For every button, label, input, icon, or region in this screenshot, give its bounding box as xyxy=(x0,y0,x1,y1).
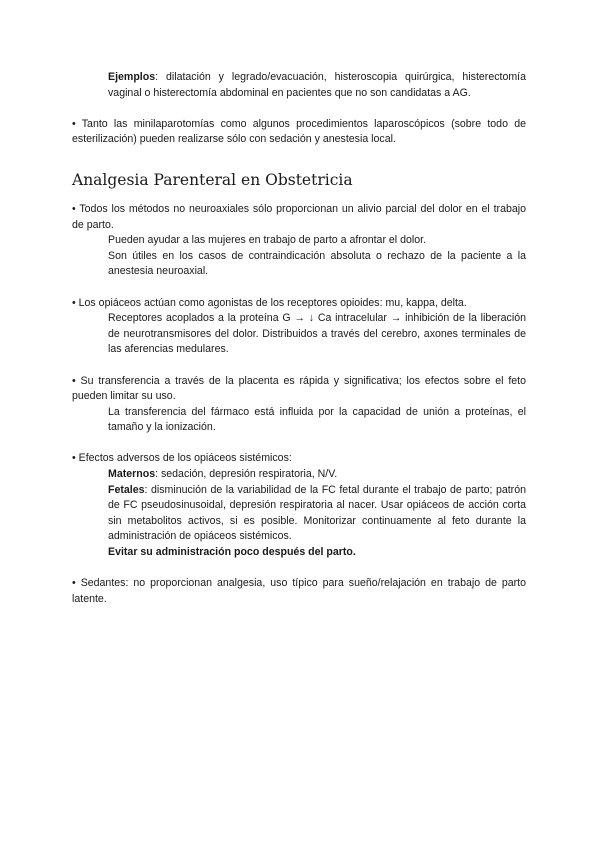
ejemplos-text: : dilatación y legrado/evacuación, histeroscopia quirúrgica, histerectomía vaginal o histerectomía abdominal en pacientes que no son candidatas a AG. xyxy=(108,71,526,99)
fetal-text: : disminución de la variabilidad de la FC fetal durante el trabajo de parto; patrón de FC pseudosinusoidal, depresión respiratoria al nacer. Usar opiáceos de acción corta sin metabolitos activos, si es posible. Monitorizar continuamente al feto durante la administración de opiáceos sistémicos. xyxy=(108,483,526,543)
bullet-opioids-sub1: Receptores acoplados a la proteína G → ↓ Ca intracelular → inhibición de la liberación de neurotransmisores del dolor. Distribuidos a través del cerebro, axones terminales de las aferencias medulares. xyxy=(108,312,526,356)
maternal-effects xyxy=(72,467,526,483)
fetal-effects xyxy=(72,483,526,545)
bullet-placenta-sub1: La transferencia del fármaco está influida por la capacidad de unión a proteínas, el tamaño y la ionización. xyxy=(108,405,526,434)
section-title: Analgesia Parenteral en Obstetricia xyxy=(72,170,353,189)
bullet-non-neuraxial-sub2: Son útiles en los casos de contraindicación absoluta o rechazo de la paciente a la anestesia neuroaxial. xyxy=(108,249,526,278)
bullet-non-neuraxial: • Todos los métodos no neuroaxiales sólo proporcionan un alivio parcial del dolor en el trabajo de parto. xyxy=(72,202,526,231)
bullet-opioids: • Los opiáceos actúan como agonistas de los receptores opioides: mu, kappa, delta. xyxy=(72,296,467,309)
ejemplos-label: Ejemplos xyxy=(108,71,156,83)
warning-text: Evitar su administración poco después del parto. xyxy=(108,546,356,559)
fetal-label: Fetales xyxy=(108,483,145,496)
bullet-placenta: • Su transferencia a través de la placenta es rápida y significativa; los efectos sobre el feto pueden limitar su uso. xyxy=(72,374,526,403)
minilaparotomy-paragraph: • Tanto las minilaparotomías como algunos procedimientos laparoscópicos (sobre todo de esterilización) pueden realizarse sólo con sedación y anestesia local. xyxy=(72,117,526,146)
document-page xyxy=(72,70,526,607)
maternal-label: Maternos xyxy=(108,468,156,481)
bullet-adverse-effects: • Efectos adversos de los opiáceos sistémicos: xyxy=(72,452,292,465)
maternal-text: : sedación, depresión respiratoria, N/V. xyxy=(155,468,338,481)
ejemplos-paragraph xyxy=(72,70,526,101)
bullet-sedatives: • Sedantes: no proporcionan analgesia, uso típico para sueño/relajación en trabajo de parto latente. xyxy=(72,577,526,605)
bullet-non-neuraxial-sub1: Pueden ayudar a las mujeres en trabajo de parto a afrontar el dolor. xyxy=(108,234,427,247)
